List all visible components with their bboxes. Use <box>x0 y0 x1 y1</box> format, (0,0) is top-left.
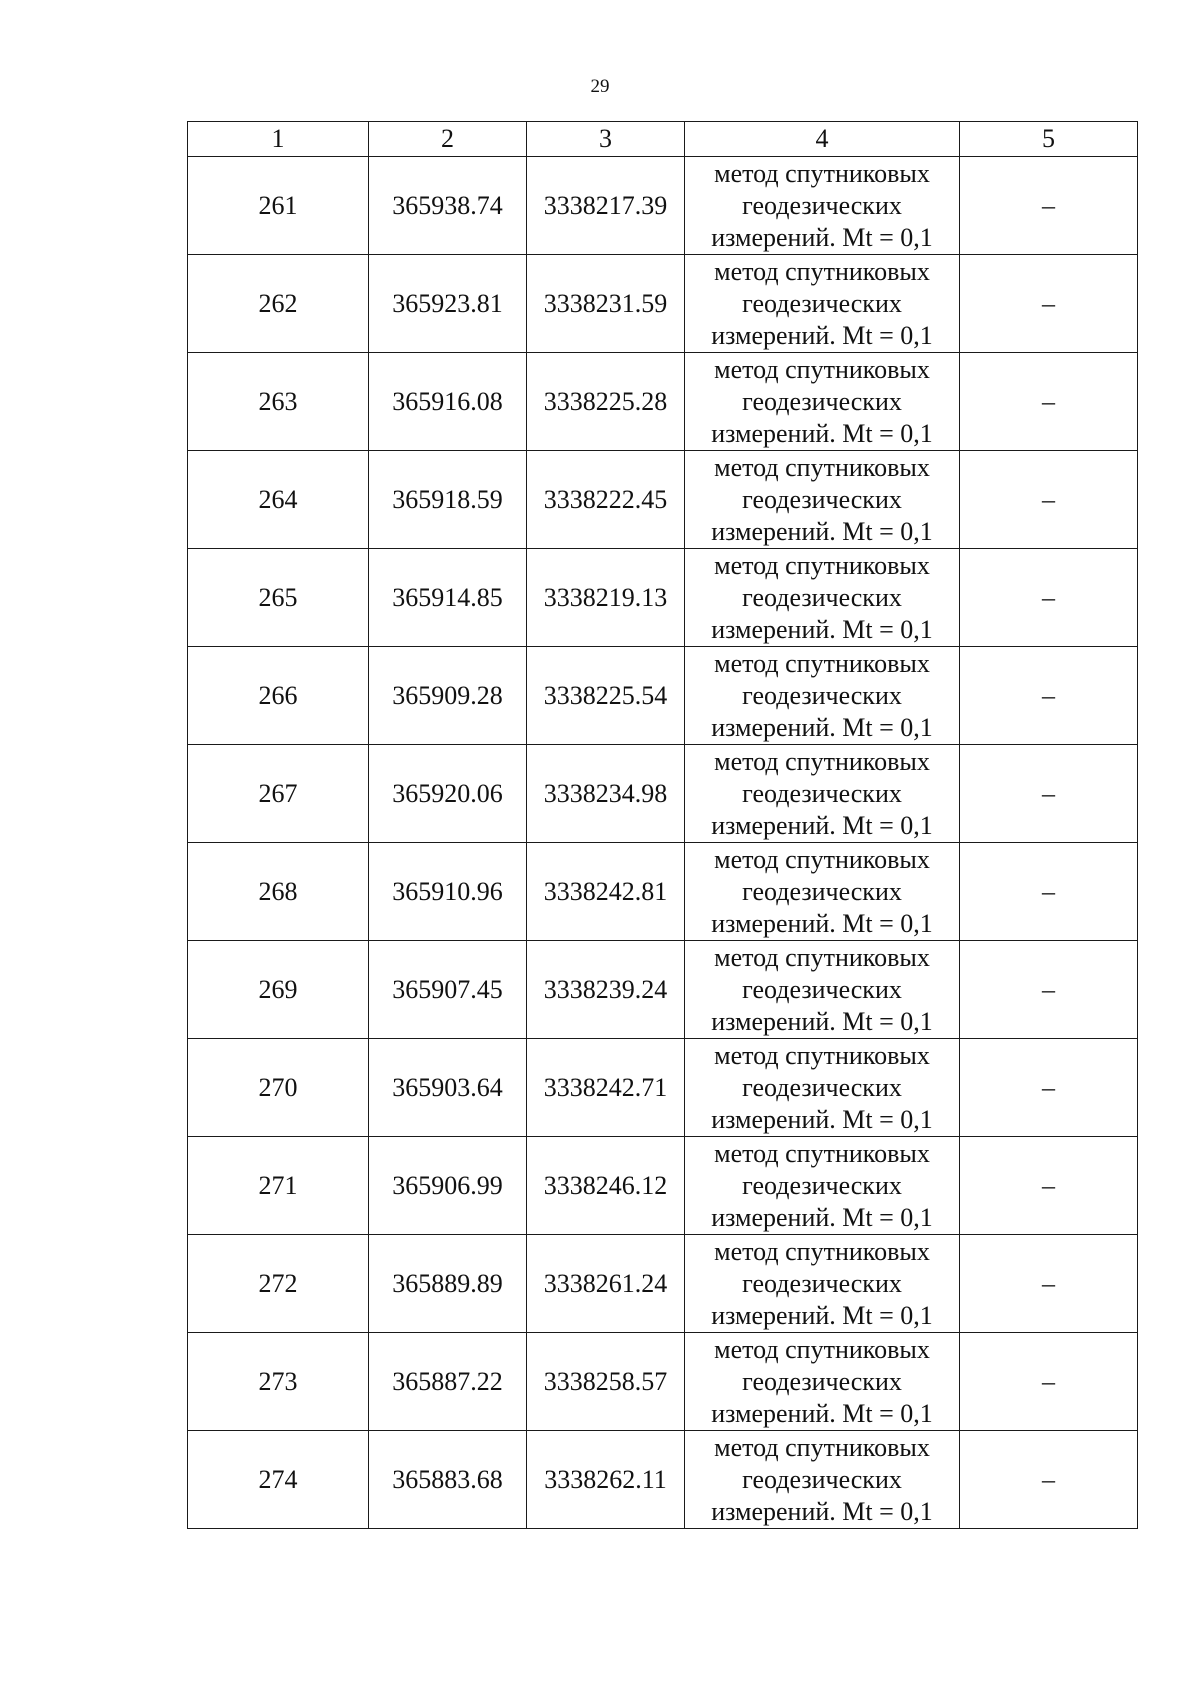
method-cell <box>685 255 960 353</box>
x-coordinate-cell: 365903.64 <box>369 1039 527 1137</box>
point-number-cell: 267 <box>188 745 369 843</box>
method-text-line: геодезических <box>742 288 902 318</box>
table-row <box>188 157 1138 255</box>
note-cell: – <box>960 255 1138 353</box>
method-text-line: измерений. Mt = 0,1 <box>711 320 933 350</box>
x-coordinate-cell: 365923.81 <box>369 255 527 353</box>
table-row <box>188 843 1138 941</box>
table-row <box>188 1137 1138 1235</box>
method-cell <box>685 647 960 745</box>
y-coordinate-cell: 3338242.81 <box>527 843 685 941</box>
table-row <box>188 647 1138 745</box>
table-row <box>188 941 1138 1039</box>
method-cell <box>685 157 960 255</box>
table-body <box>188 157 1138 1529</box>
x-coordinate-cell: 365910.96 <box>369 843 527 941</box>
point-number-cell: 274 <box>188 1431 369 1529</box>
table-row <box>188 353 1138 451</box>
coordinates-table <box>187 121 1138 1529</box>
method-text-line: метод спутниковых <box>714 942 930 972</box>
point-number-cell: 261 <box>188 157 369 255</box>
y-coordinate-cell: 3338219.13 <box>527 549 685 647</box>
x-coordinate-cell: 365916.08 <box>369 353 527 451</box>
note-cell: – <box>960 745 1138 843</box>
method-text-line: метод спутниковых <box>714 452 930 482</box>
table-row <box>188 1235 1138 1333</box>
method-cell <box>685 843 960 941</box>
method-text-line: измерений. Mt = 0,1 <box>711 418 933 448</box>
method-cell <box>685 1235 960 1333</box>
y-coordinate-cell: 3338261.24 <box>527 1235 685 1333</box>
x-coordinate-cell: 365914.85 <box>369 549 527 647</box>
point-number-cell: 265 <box>188 549 369 647</box>
method-text-line: метод спутниковых <box>714 550 930 580</box>
method-text-line: геодезических <box>742 1464 902 1494</box>
method-text-line: метод спутниковых <box>714 1432 930 1462</box>
x-coordinate-cell: 365883.68 <box>369 1431 527 1529</box>
header-col-5: 5 <box>960 122 1138 157</box>
method-text-line: метод спутниковых <box>714 1138 930 1168</box>
method-text-line: геодезических <box>742 582 902 612</box>
note-cell: – <box>960 1431 1138 1529</box>
table-row <box>188 451 1138 549</box>
header-col-4: 4 <box>685 122 960 157</box>
header-col-2: 2 <box>369 122 527 157</box>
x-coordinate-cell: 365938.74 <box>369 157 527 255</box>
method-cell <box>685 1039 960 1137</box>
y-coordinate-cell: 3338246.12 <box>527 1137 685 1235</box>
method-text-line: метод спутниковых <box>714 1334 930 1364</box>
point-number-cell: 266 <box>188 647 369 745</box>
x-coordinate-cell: 365889.89 <box>369 1235 527 1333</box>
table-row <box>188 1333 1138 1431</box>
method-text-line: метод спутниковых <box>714 1040 930 1070</box>
table-header <box>188 122 1138 157</box>
x-coordinate-cell: 365920.06 <box>369 745 527 843</box>
y-coordinate-cell: 3338262.11 <box>527 1431 685 1529</box>
table-row <box>188 1431 1138 1529</box>
y-coordinate-cell: 3338231.59 <box>527 255 685 353</box>
method-text-line: измерений. Mt = 0,1 <box>711 712 933 742</box>
method-text-line: геодезических <box>742 876 902 906</box>
method-text-line: геодезических <box>742 190 902 220</box>
table-row <box>188 549 1138 647</box>
y-coordinate-cell: 3338239.24 <box>527 941 685 1039</box>
method-cell <box>685 1431 960 1529</box>
x-coordinate-cell: 365909.28 <box>369 647 527 745</box>
header-col-3: 3 <box>527 122 685 157</box>
method-text-line: измерений. Mt = 0,1 <box>711 516 933 546</box>
point-number-cell: 271 <box>188 1137 369 1235</box>
point-number-cell: 262 <box>188 255 369 353</box>
point-number-cell: 264 <box>188 451 369 549</box>
method-cell <box>685 451 960 549</box>
note-cell: – <box>960 941 1138 1039</box>
note-cell: – <box>960 843 1138 941</box>
method-text-line: геодезических <box>742 680 902 710</box>
method-text-line: геодезических <box>742 974 902 1004</box>
note-cell: – <box>960 647 1138 745</box>
method-cell <box>685 941 960 1039</box>
y-coordinate-cell: 3338225.28 <box>527 353 685 451</box>
method-cell <box>685 353 960 451</box>
note-cell: – <box>960 353 1138 451</box>
method-text-line: метод спутниковых <box>714 354 930 384</box>
method-cell <box>685 1333 960 1431</box>
y-coordinate-cell: 3338258.57 <box>527 1333 685 1431</box>
method-text-line: измерений. Mt = 0,1 <box>711 1398 933 1428</box>
method-cell <box>685 549 960 647</box>
page-number: 29 <box>590 76 610 97</box>
method-text-line: метод спутниковых <box>714 648 930 678</box>
note-cell: – <box>960 1039 1138 1137</box>
point-number-cell: 268 <box>188 843 369 941</box>
method-text-line: геодезических <box>742 386 902 416</box>
method-text-line: измерений. Mt = 0,1 <box>711 810 933 840</box>
point-number-cell: 263 <box>188 353 369 451</box>
table-row <box>188 1039 1138 1137</box>
method-text-line: геодезических <box>742 1366 902 1396</box>
note-cell: – <box>960 1235 1138 1333</box>
note-cell: – <box>960 451 1138 549</box>
method-text-line: метод спутниковых <box>714 158 930 188</box>
method-text-line: измерений. Mt = 0,1 <box>711 908 933 938</box>
method-cell <box>685 1137 960 1235</box>
point-number-cell: 269 <box>188 941 369 1039</box>
method-text-line: измерений. Mt = 0,1 <box>711 1202 933 1232</box>
method-text-line: метод спутниковых <box>714 256 930 286</box>
method-text-line: геодезических <box>742 1170 902 1200</box>
method-text-line: метод спутниковых <box>714 1236 930 1266</box>
y-coordinate-cell: 3338225.54 <box>527 647 685 745</box>
method-text-line: геодезических <box>742 1072 902 1102</box>
method-text-line: измерений. Mt = 0,1 <box>711 1496 933 1526</box>
method-text-line: геодезических <box>742 484 902 514</box>
table-row <box>188 255 1138 353</box>
method-text-line: измерений. Mt = 0,1 <box>711 1006 933 1036</box>
table-row <box>188 745 1138 843</box>
method-text-line: измерений. Mt = 0,1 <box>711 614 933 644</box>
x-coordinate-cell: 365906.99 <box>369 1137 527 1235</box>
header-row <box>188 122 1138 157</box>
point-number-cell: 272 <box>188 1235 369 1333</box>
note-cell: – <box>960 549 1138 647</box>
header-col-1: 1 <box>188 122 369 157</box>
y-coordinate-cell: 3338217.39 <box>527 157 685 255</box>
x-coordinate-cell: 365907.45 <box>369 941 527 1039</box>
method-text-line: измерений. Mt = 0,1 <box>711 1300 933 1330</box>
note-cell: – <box>960 1137 1138 1235</box>
method-text-line: метод спутниковых <box>714 844 930 874</box>
y-coordinate-cell: 3338234.98 <box>527 745 685 843</box>
method-text-line: метод спутниковых <box>714 746 930 776</box>
method-cell <box>685 745 960 843</box>
point-number-cell: 270 <box>188 1039 369 1137</box>
x-coordinate-cell: 365887.22 <box>369 1333 527 1431</box>
method-text-line: измерений. Mt = 0,1 <box>711 222 933 252</box>
note-cell: – <box>960 1333 1138 1431</box>
method-text-line: геодезических <box>742 1268 902 1298</box>
y-coordinate-cell: 3338222.45 <box>527 451 685 549</box>
y-coordinate-cell: 3338242.71 <box>527 1039 685 1137</box>
note-cell: – <box>960 157 1138 255</box>
method-text-line: геодезических <box>742 778 902 808</box>
x-coordinate-cell: 365918.59 <box>369 451 527 549</box>
method-text-line: измерений. Mt = 0,1 <box>711 1104 933 1134</box>
point-number-cell: 273 <box>188 1333 369 1431</box>
